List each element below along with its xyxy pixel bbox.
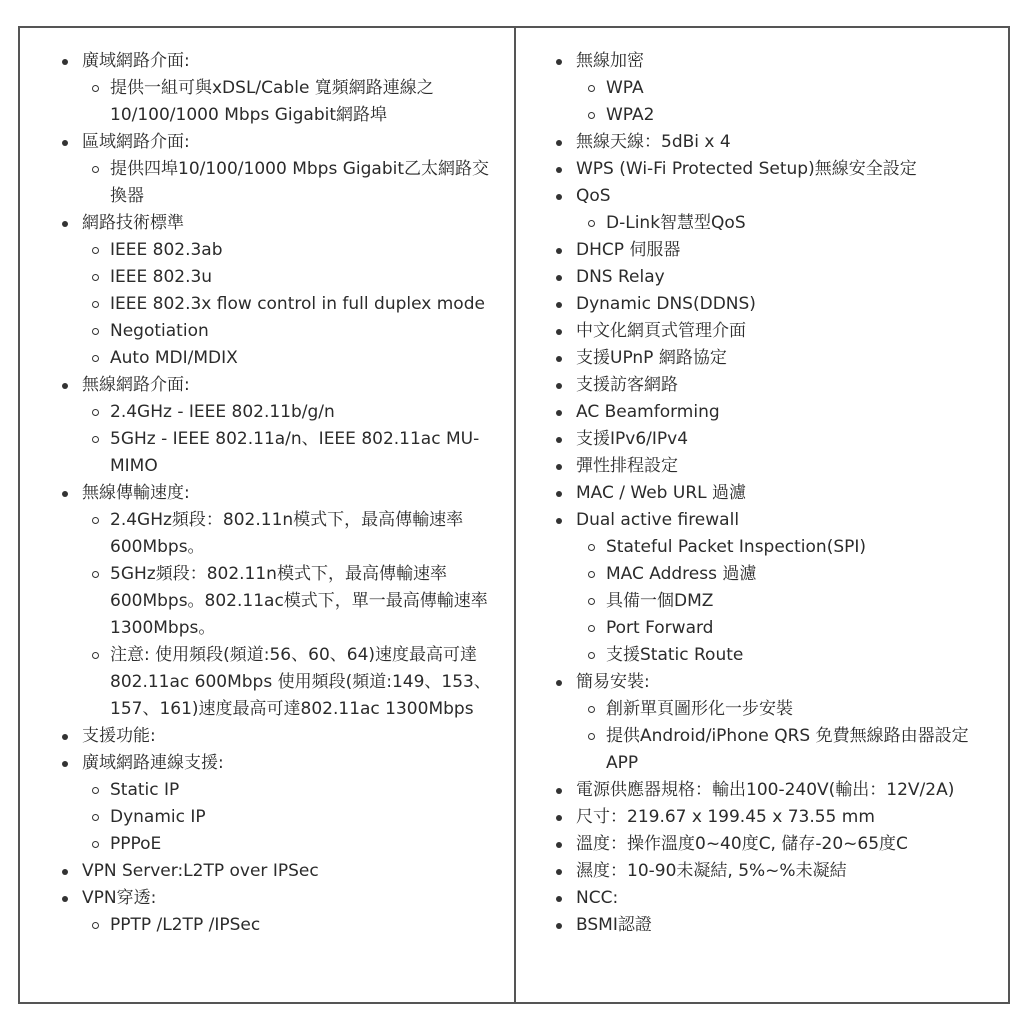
spec-item-label: 支援UPnP 網路協定	[576, 348, 727, 368]
spec-item	[516, 48, 1008, 129]
spec-item	[516, 858, 1008, 885]
spec-subitem: Dynamic IP	[65, 804, 514, 831]
spec-subitem: 支援Static Route	[561, 642, 1008, 669]
spec-subitem: PPTP /L2TP /IPSec	[65, 912, 514, 939]
spec-item	[516, 318, 1008, 345]
spec-item	[20, 48, 514, 129]
spec-item	[20, 750, 514, 858]
spec-item-label: DHCP 伺服器	[576, 240, 681, 260]
spec-subitem: 5GHz頻段：802.11n模式下，最高傳輸速率600Mbps。802.11ac模式下，單一最高傳輸速率1300Mbps。	[65, 561, 514, 642]
spec-item	[516, 264, 1008, 291]
spec-item-label: 無線天線：5dBi x 4	[576, 132, 731, 152]
spec-sublist	[82, 156, 514, 210]
spec-item-label: 尺寸：219.67 x 199.45 x 73.55 mm	[576, 807, 875, 827]
spec-item	[516, 480, 1008, 507]
spec-item-label: 無線傳輸速度:	[82, 483, 190, 503]
spec-sublist	[82, 237, 514, 372]
spec-item	[516, 669, 1008, 777]
spec-subitem: 提供一組可與xDSL/Cable 寬頻網路連線之10/100/1000 Mbps Gigabit網路埠	[65, 75, 514, 129]
spec-subitem: 提供四埠10/100/1000 Mbps Gigabit乙太網路交換器	[65, 156, 514, 210]
spec-subitem: Port Forward	[561, 615, 1008, 642]
spec-subitem: 5GHz - IEEE 802.11a/n、IEEE 802.11ac MU-MIMO	[65, 426, 514, 480]
spec-item-label: DNS Relay	[576, 267, 665, 287]
spec-item-label: 彈性排程設定	[576, 456, 678, 476]
spec-sublist	[576, 696, 1008, 777]
spec-item-label: 廣域網路連線支援:	[82, 753, 224, 773]
spec-subitem: WPA2	[561, 102, 1008, 129]
spec-subitem: 創新單頁圖形化一步安裝	[561, 696, 1008, 723]
spec-subitem: Negotiation	[65, 318, 514, 345]
spec-item-label: Dual active firewall	[576, 510, 740, 530]
spec-item	[20, 372, 514, 480]
spec-item-label: 電源供應器規格：輸出100-240V(輸出：12V/2A)	[576, 780, 955, 800]
spec-subitem: 2.4GHz - IEEE 802.11b/g/n	[65, 399, 514, 426]
spec-item-label: VPN Server:L2TP over IPSec	[82, 861, 319, 881]
spec-table	[18, 26, 1010, 1004]
spec-sublist	[82, 399, 514, 480]
spec-subitem: Static IP	[65, 777, 514, 804]
spec-subitem: Auto MDI/MDIX	[65, 345, 514, 372]
spec-item	[516, 183, 1008, 237]
spec-item-label: AC Beamforming	[576, 402, 720, 422]
spec-subitem: Stateful Packet Inspection(SPI)	[561, 534, 1008, 561]
spec-item	[516, 885, 1008, 912]
spec-item	[20, 210, 514, 372]
spec-column-right	[516, 28, 1008, 1002]
spec-list-left	[20, 48, 514, 939]
spec-item-label: 溫度：操作溫度0~40度C, 儲存-20~65度C	[576, 834, 908, 854]
spec-item-label: 支援IPv6/IPv4	[576, 429, 689, 449]
spec-subitem: MAC Address 過濾	[561, 561, 1008, 588]
spec-item	[516, 399, 1008, 426]
spec-subitem: 提供Android/iPhone QRS 免費無線路由器設定APP	[561, 723, 1008, 777]
spec-item-label: 廣域網路介面:	[82, 51, 190, 71]
spec-item-label: VPN穿透:	[82, 888, 157, 908]
spec-sublist	[576, 534, 1008, 669]
spec-item	[516, 129, 1008, 156]
spec-item	[516, 777, 1008, 804]
spec-item-label: 支援訪客網路	[576, 375, 678, 395]
spec-item	[516, 156, 1008, 183]
spec-item	[516, 291, 1008, 318]
spec-item	[516, 345, 1008, 372]
spec-item-label: 區域網路介面:	[82, 132, 190, 152]
spec-sublist	[82, 75, 514, 129]
spec-sublist	[82, 912, 514, 939]
spec-sublist	[576, 210, 1008, 237]
spec-item-label: MAC / Web URL 過濾	[576, 483, 746, 503]
spec-item-label: 支援功能:	[82, 726, 156, 746]
spec-item-label: NCC:	[576, 888, 619, 908]
spec-item	[20, 885, 514, 939]
spec-item	[516, 831, 1008, 858]
spec-item-label: BSMI認證	[576, 915, 652, 935]
spec-item	[516, 372, 1008, 399]
spec-item-label: 濕度：10-90未凝結, 5%~%未凝結	[576, 861, 847, 881]
spec-item-label: 網路技術標準	[82, 213, 184, 233]
spec-item-label: 無線加密	[576, 51, 644, 71]
spec-subitem: 注意: 使用頻段(頻道:56、60、64)速度最高可達802.11ac 600Mbps 使用頻段(頻道:149、153、157、161)速度最高可達802.11ac 1300Mbps	[65, 642, 514, 723]
spec-item-label: 無線網路介面:	[82, 375, 190, 395]
spec-subitem: WPA	[561, 75, 1008, 102]
spec-item	[516, 804, 1008, 831]
spec-sublist	[82, 507, 514, 723]
spec-item-label: 簡易安裝:	[576, 672, 650, 692]
spec-item-label: QoS	[576, 186, 611, 206]
spec-item	[516, 912, 1008, 939]
spec-item	[516, 453, 1008, 480]
spec-item-label: Dynamic DNS(DDNS)	[576, 294, 756, 314]
spec-subitem: IEEE 802.3ab	[65, 237, 514, 264]
spec-item	[516, 426, 1008, 453]
spec-item	[516, 507, 1008, 669]
spec-subitem: 2.4GHz頻段：802.11n模式下，最高傳輸速率600Mbps。	[65, 507, 514, 561]
spec-subitem: PPPoE	[65, 831, 514, 858]
spec-subitem: D-Link智慧型QoS	[561, 210, 1008, 237]
spec-item	[516, 237, 1008, 264]
spec-list-right	[516, 48, 1008, 939]
spec-subitem: IEEE 802.3u	[65, 264, 514, 291]
spec-item	[20, 723, 514, 750]
spec-item	[20, 858, 514, 885]
spec-sublist	[576, 75, 1008, 129]
spec-column-left	[20, 28, 516, 1002]
spec-subitem: IEEE 802.3x flow control in full duplex mode	[65, 291, 514, 318]
spec-sublist	[82, 777, 514, 858]
spec-subitem: 具備一個DMZ	[561, 588, 1008, 615]
spec-item-label: 中文化網頁式管理介面	[576, 321, 746, 341]
spec-item	[20, 129, 514, 210]
spec-item	[20, 480, 514, 723]
spec-item-label: WPS (Wi-Fi Protected Setup)無線安全設定	[576, 159, 917, 179]
